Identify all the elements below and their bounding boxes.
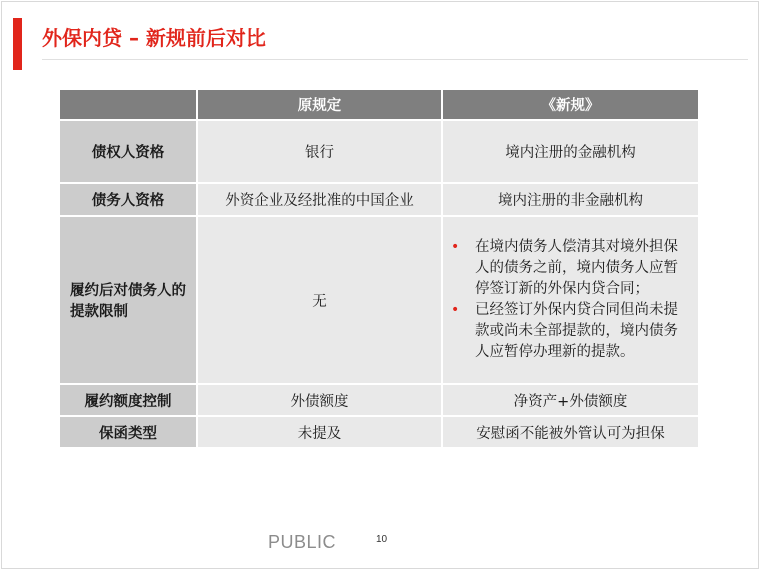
new-rule-cell: 境内注册的非金融机构 bbox=[442, 183, 699, 216]
table-row bbox=[59, 120, 699, 183]
new-rule-cell: 净资产+外债额度 bbox=[442, 384, 699, 416]
old-rule-cell: 银行 bbox=[197, 120, 442, 183]
row-label: 债权人资格 bbox=[59, 120, 197, 183]
table-row bbox=[59, 183, 699, 216]
comparison-table bbox=[58, 88, 700, 449]
title-divider bbox=[42, 59, 748, 60]
new-rule-cell bbox=[442, 216, 699, 384]
header-old-rules: 原规定 bbox=[197, 89, 442, 120]
page-number: 10 bbox=[376, 534, 388, 545]
table-header-row bbox=[59, 89, 699, 120]
classification-label: PUBLIC bbox=[268, 532, 337, 552]
bullet-list bbox=[449, 237, 692, 363]
old-rule-cell: 未提及 bbox=[197, 416, 442, 448]
row-label: 履约额度控制 bbox=[59, 384, 197, 416]
bullet-dot-icon: • bbox=[451, 302, 460, 318]
bullet-dot-icon: • bbox=[451, 239, 460, 255]
list-item bbox=[449, 300, 692, 363]
header-corner bbox=[59, 89, 197, 120]
list-item bbox=[449, 237, 692, 300]
table-row bbox=[59, 384, 699, 416]
row-label: 债务人资格 bbox=[59, 183, 197, 216]
old-rule-cell: 外债额度 bbox=[197, 384, 442, 416]
row-label: 履约后对债务人的提款限制 bbox=[59, 216, 197, 384]
table-row bbox=[59, 416, 699, 448]
table-row bbox=[59, 216, 699, 384]
header-new-rules: 《新规》 bbox=[442, 89, 699, 120]
new-rule-cell: 境内注册的金融机构 bbox=[442, 120, 699, 183]
title-accent-bar bbox=[13, 18, 22, 70]
new-rule-cell: 安慰函不能被外管认可为担保 bbox=[442, 416, 699, 448]
old-rule-cell: 无 bbox=[197, 216, 442, 384]
slide-title: 外保内贷 – 新规前后对比 bbox=[42, 26, 266, 50]
bullet-text: 已经签订外保内贷合同但尚未提款或尚未全部提款的，境内债务人应暂停办理新的提款。 bbox=[475, 302, 678, 360]
row-label: 保函类型 bbox=[59, 416, 197, 448]
old-rule-cell: 外资企业及经批准的中国企业 bbox=[197, 183, 442, 216]
bullet-text: 在境内债务人偿清其对境外担保人的债务之前，境内债务人应暂停签订新的外保内贷合同； bbox=[475, 239, 678, 297]
